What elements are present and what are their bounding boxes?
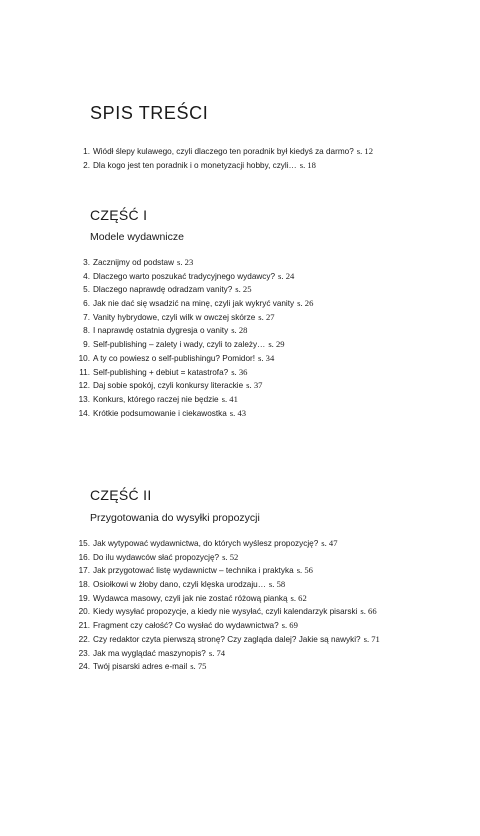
toc-entry-number: 14.	[78, 408, 90, 418]
toc-entry-number: 18.	[78, 580, 90, 590]
toc-entry-page: s. 29	[268, 339, 285, 350]
toc-entry-title-text: Self-publishing – zalety i wady, czyli to zależy…	[93, 340, 266, 350]
toc-entry-title	[93, 297, 313, 311]
toc-entry	[0, 338, 480, 352]
toc-entry	[0, 256, 480, 270]
toc-entry-title-text: Daj sobie spokój, czyli konkursy literackie	[93, 381, 244, 391]
toc-title: SPIS TREŚCI	[90, 103, 209, 123]
toc-entry-title	[93, 619, 298, 633]
toc-entry-number: 1.	[83, 147, 90, 156]
toc-entry-page: s. 56	[296, 565, 313, 576]
toc-entry-title-text: Dlaczego naprawdę odradzam vanity?	[93, 285, 233, 295]
toc-entry-page: s. 24	[278, 270, 295, 281]
toc-entry-title	[93, 647, 225, 661]
toc-entry-number: 23.	[78, 648, 90, 658]
toc-entry-page: s. 52	[222, 551, 239, 562]
toc-entry-title	[93, 393, 238, 407]
toc-entry-title	[93, 537, 338, 551]
toc-entry-title	[93, 407, 246, 421]
toc-entry-title	[93, 551, 238, 565]
toc-entry-page: s. 47	[321, 538, 338, 548]
toc-entry-title	[93, 311, 275, 325]
toc-entry	[0, 592, 480, 606]
toc-entry-page: s. 18	[299, 159, 316, 170]
toc-entry-title	[93, 352, 274, 366]
part2-subheading: Przygotowania do wysyłki propozycji	[90, 512, 260, 524]
toc-entry-title-text: Vanity hybrydowe, czyli wilk w owczej skórze	[93, 312, 256, 322]
toc-entry-title	[93, 592, 307, 606]
toc-entry-title-text: Fragment czy całość? Co wysłać do wydawnictwa?	[93, 621, 279, 631]
toc-entry-title	[93, 578, 285, 592]
toc-entry-title	[93, 270, 294, 284]
toc-entry	[0, 578, 480, 592]
toc-entry-number: 24.	[78, 662, 90, 672]
toc-entry-page: s. 62	[290, 592, 307, 603]
toc-entry-title-text: Czy redaktor czyta pierwszą stronę? Czy zagląda dalej? Jakie są nawyki?	[93, 634, 361, 644]
toc-entry-title-text: Jak przygotować listę wydawnictw – technika i praktyka	[93, 566, 294, 576]
toc-entry-title	[93, 256, 193, 270]
toc-entry	[0, 145, 480, 159]
toc-entry	[0, 311, 480, 325]
toc-entry-title-text: Dlaczego warto poszukać tradycyjnego wydawcy?	[93, 271, 276, 281]
toc-entry-number: 20.	[78, 607, 90, 617]
toc-entry-title-text: Krótkie podsumowanie i ciekawostka	[93, 408, 227, 418]
toc-entry	[0, 297, 480, 311]
part1-list	[0, 256, 480, 420]
toc-entry-number: 8.	[83, 326, 90, 336]
toc-entry-title-text: Self-publishing + debiut = katastrofa?	[93, 367, 229, 377]
toc-entry-title-text: Wydawca masowy, czyli jak nie zostać różową pianką	[93, 593, 288, 603]
toc-entry-title	[93, 324, 247, 338]
toc-entry-title-text: Konkurs, którego raczej nie będzie	[93, 394, 219, 404]
toc-entry-number: 4.	[83, 271, 90, 281]
toc-entry	[0, 551, 480, 565]
toc-entry-page: s. 25	[235, 284, 252, 295]
part2-heading: CZĘŚĆ II	[90, 487, 152, 503]
toc-entry-title-text: Jak ma wyglądać maszynopis?	[93, 648, 206, 658]
toc-entry	[0, 633, 480, 647]
toc-entry	[0, 159, 480, 173]
toc-entry-number: 15.	[78, 539, 90, 548]
part1-subheading: Modele wydawnicze	[90, 231, 184, 243]
toc-entry-number: 9.	[83, 340, 90, 350]
part1-heading: CZĘŚĆ I	[90, 207, 148, 223]
intro-list	[0, 145, 480, 172]
toc-entry	[0, 407, 480, 421]
toc-entry-number: 19.	[78, 593, 90, 603]
toc-entry-title-text: Osiołkowi w żłoby dano, czyli klęska urodzaju…	[93, 580, 266, 590]
toc-entry-title-text: Dla kogo jest ten poradnik i o monetyzacji hobby, czyli…	[93, 160, 297, 170]
toc-entry-number: 3.	[83, 258, 90, 267]
toc-entry-page: s. 66	[360, 606, 377, 617]
toc-entry-number: 11.	[79, 367, 90, 377]
toc-entry-page: s. 27	[258, 311, 275, 322]
toc-entry	[0, 537, 480, 551]
toc-entry	[0, 283, 480, 297]
toc-entry-page: s. 43	[229, 407, 247, 418]
part2-list	[0, 537, 480, 674]
toc-entry-number: 16.	[78, 552, 90, 562]
toc-entry-page: s. 41	[221, 393, 238, 404]
toc-entry-number: 7.	[83, 312, 90, 322]
toc-entry-page: s. 69	[281, 620, 298, 631]
toc-entry	[0, 379, 480, 393]
toc-entry-page: s. 12	[356, 146, 374, 156]
toc-entry-title-text: I naprawdę ostatnia dygresja o vanity	[93, 326, 229, 336]
toc-entry-title	[93, 366, 247, 380]
toc-entry-page: s. 36	[231, 366, 248, 377]
toc-entry-title	[93, 633, 380, 647]
toc-entry-title-text: A ty co powiesz o self-publishingu? Pomidor!	[93, 353, 256, 363]
toc-entry	[0, 393, 480, 407]
toc-entry-number: 13.	[78, 394, 90, 404]
toc-entry-title-text: Kiedy wysyłać propozycje, a kiedy nie wysyłać, czyli kalendarzyk pisarski	[93, 607, 358, 617]
toc-entry-title-text: Zacznijmy od podstaw	[93, 258, 174, 267]
toc-entry-page: s. 74	[208, 647, 226, 658]
toc-entry-number: 10.	[78, 353, 90, 363]
toc-entry-page: s. 28	[231, 325, 248, 336]
toc-entry-page: s. 71	[363, 633, 380, 644]
toc-entry-title	[93, 605, 377, 619]
toc-entry	[0, 270, 480, 284]
toc-entry-title	[93, 379, 262, 393]
toc-entry-title	[93, 159, 316, 173]
toc-entry-title	[93, 145, 373, 159]
toc-entry-number: 22.	[78, 634, 90, 644]
toc-entry-number: 17.	[78, 566, 90, 576]
toc-entry	[0, 324, 480, 338]
toc-entry-number: 21.	[78, 621, 90, 631]
toc-entry	[0, 605, 480, 619]
toc-entry-page: s. 26	[297, 298, 314, 309]
toc-entry-title-text: Jak nie dać się wsadzić na minę, czyli jak wykryć vanity	[93, 299, 295, 309]
toc-entry-title	[93, 283, 252, 297]
toc-entry-page: s. 75	[190, 661, 207, 672]
toc-entry	[0, 564, 480, 578]
toc-entry-title	[93, 338, 285, 352]
toc-entry-title-text: Twój pisarski adres e-mail	[93, 662, 188, 672]
toc-entry-title-text: Jak wytypować wydawnictwa, do których wyślesz propozycję?	[93, 539, 319, 548]
toc-entry-page: s. 34	[258, 352, 275, 363]
toc-entry	[0, 619, 480, 633]
toc-entry	[0, 352, 480, 366]
toc-entry-page: s. 23	[177, 257, 194, 267]
toc-entry	[0, 660, 480, 674]
toc-entry-number: 2.	[83, 160, 90, 170]
toc-entry-page: s. 58	[268, 579, 286, 590]
toc-entry-title	[93, 660, 206, 674]
toc-entry-page: s. 37	[246, 380, 263, 391]
toc-entry-number: 12.	[78, 381, 90, 391]
toc-entry-title	[93, 564, 313, 578]
toc-entry-number: 6.	[83, 299, 90, 309]
toc-entry	[0, 366, 480, 380]
toc-entry-number: 5.	[83, 285, 90, 295]
toc-entry-title-text: Do ilu wydawców słać propozycję?	[93, 552, 220, 562]
toc-entry	[0, 647, 480, 661]
toc-entry-title-text: Wiódł ślepy kulawego, czyli dlaczego ten poradnik był kiedyś za darmo?	[93, 147, 354, 156]
